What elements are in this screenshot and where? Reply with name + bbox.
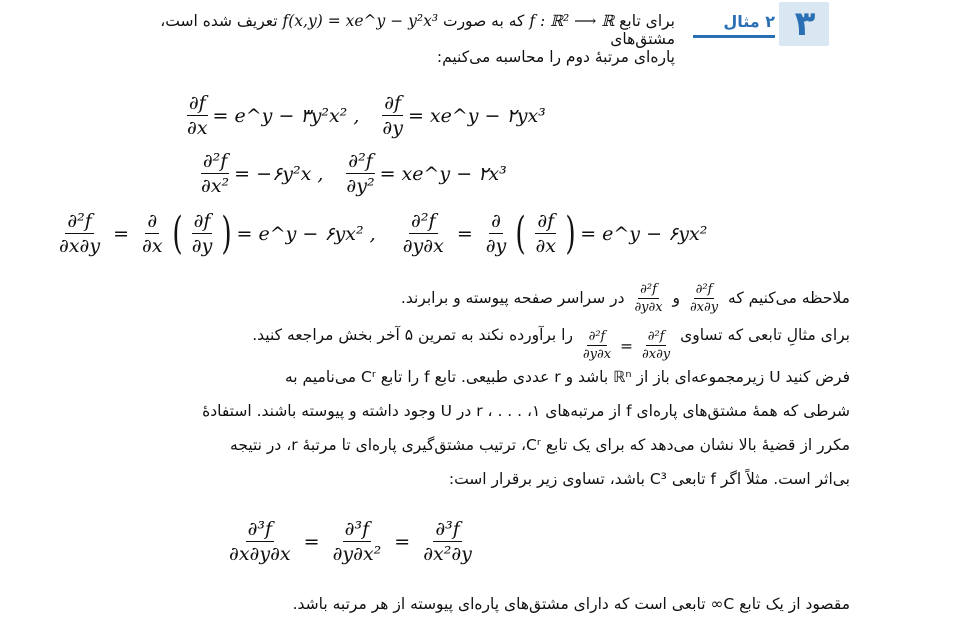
intro-line-1 [95, 12, 675, 48]
intro-text-b: که به صورت [442, 12, 525, 30]
equation-final: $\frac{\text{∂³f}}{\partial x\partial y\partial x}$ = $\frac{\text{∂³f}}{\text{∂y∂x²}}$ = $\frac{\text{∂³f}}{\text{∂x²∂y}}$ [229, 518, 472, 565]
paragraph-3-line-3: مکرر از قضیهٔ بالا نشان می‌دهد که برای یک تابع Cʳ، ترتیب مشتق‌گیری پاره‌ای تا مرتبهٔ r، در نتیجه [230, 436, 850, 454]
example-number: ۳ [794, 4, 816, 44]
frac-df-dx: $\frac{\partial f}{\partial x}$ [187, 92, 208, 139]
paragraph-3-line-2: شرطی که همهٔ مشتق‌های پاره‌ای f از مرتبه‌های ۱، . . . ، r در U وجود داشته و پیوسته باشند. استفادهٔ [202, 402, 850, 420]
row1-rhs1: = e^y − ۳y²x² , [212, 104, 360, 127]
frac-df-dy: $\frac{\partial f}{\partial y}$ [382, 92, 403, 139]
frac-d2f-dydx: $\frac{\text{∂²f}}{\partial y\partial x}$ [402, 210, 444, 257]
intro-formula: f(x,y) = xe^y − y²x³ [282, 12, 439, 30]
frac-d2f-dx2: $\frac{\text{∂²f}}{\text{∂x²}}$ [201, 150, 230, 197]
equation-row-3: $\frac{\text{∂²f}}{\partial x\partial y}$ = $\frac{\partial}{\partial x}$ ( $\frac{\partial f}{\partial y}$ ) = e^y − ۶yx² , $\frac{\text{∂²f}}{\partial y\partial x}$ = $\frac{\partial}{\partial y}$ ( $\frac{\partial f}{\partial x}$ ) = e^y − ۶yx² [59, 207, 708, 259]
paragraph-3-line-4: بی‌اثر است. مثلاً اگر f تابعی C³ باشد، تساوی زیر برقرار است: [448, 470, 850, 488]
closing-sentence: مقصود از یک تابع C∞ تابعی است که دارای مشتق‌های پاره‌ای پیوسته از هر مرتبه باشد. [292, 595, 850, 613]
row1-rhs2: = xe^y − ۲yx³ [407, 104, 546, 127]
equation-row-2 [196, 150, 507, 197]
paragraph-1: ملاحظه می‌کنیم که $\frac{\text{∂²f}}{\partial x\partial y}$ و $\frac{\text{∂²f}}{\partial y\partial x}$ در سراسر صفحه پیوسته و برابرند. [400, 282, 850, 315]
frac-d3f-dydx2: $\frac{\text{∂³f}}{\text{∂y∂x²}}$ [332, 518, 382, 565]
row3-rhs2: = e^y − ۶yx² [580, 222, 708, 245]
intro-line-2: پاره‌ای مرتبهٔ دوم را محاسبه می‌کنیم: [436, 48, 675, 66]
intro-map: f : ℝ² ⟶ ℝ [529, 12, 615, 30]
frac-d-dy: $\frac{\partial}{\partial y}$ [485, 210, 507, 257]
paragraph-3-line-1: فرض کنید U زیرمجموعه‌ای باز از ℝⁿ باشد و r عددی طبیعی. تابع f را تابع Cʳ می‌نامیم به [284, 368, 850, 386]
row3-rhs1: = e^y − ۶yx² , [236, 222, 376, 245]
frac-d-dx: $\frac{\partial}{\partial x}$ [142, 210, 163, 257]
paragraph-2: برای مثالِ تابعی که تساوی $\frac{\text{∂²f}}{\partial y\partial x}$ = $\frac{\text{∂²f}}{\partial x\partial y}$ را برآورده نکند به تمرین ۵ آخر بخش مراجعه کنید. [252, 326, 850, 362]
frac-d3f-dx2dy: $\frac{\text{∂³f}}{\text{∂x²∂y}}$ [423, 518, 472, 565]
frac-d2f-dy2: $\frac{\text{∂²f}}{\text{∂y²}}$ [346, 150, 375, 197]
intro-text-c: تعریف شده است، مشتق‌های [160, 12, 675, 48]
example-underline [693, 35, 775, 38]
example-label: ۲ مثال [723, 12, 775, 31]
row2-rhs2: = xe^y − ۲x³ [379, 162, 507, 185]
intro-text-a: برای تابع [619, 12, 675, 30]
frac-d2f-dxdy: $\frac{\text{∂²f}}{\partial x\partial y}$ [59, 210, 101, 257]
frac-df-dy-inner: $\frac{\partial f}{\partial y}$ [191, 210, 213, 257]
row2-rhs1: = −۶y²x , [234, 162, 324, 185]
equation-row-1 [182, 92, 546, 139]
frac-df-dx-inner: $\frac{\partial f}{\partial x}$ [535, 210, 557, 257]
frac-d3f-dxdydx: $\frac{\text{∂³f}}{\partial x\partial y\partial x}$ [229, 518, 291, 565]
